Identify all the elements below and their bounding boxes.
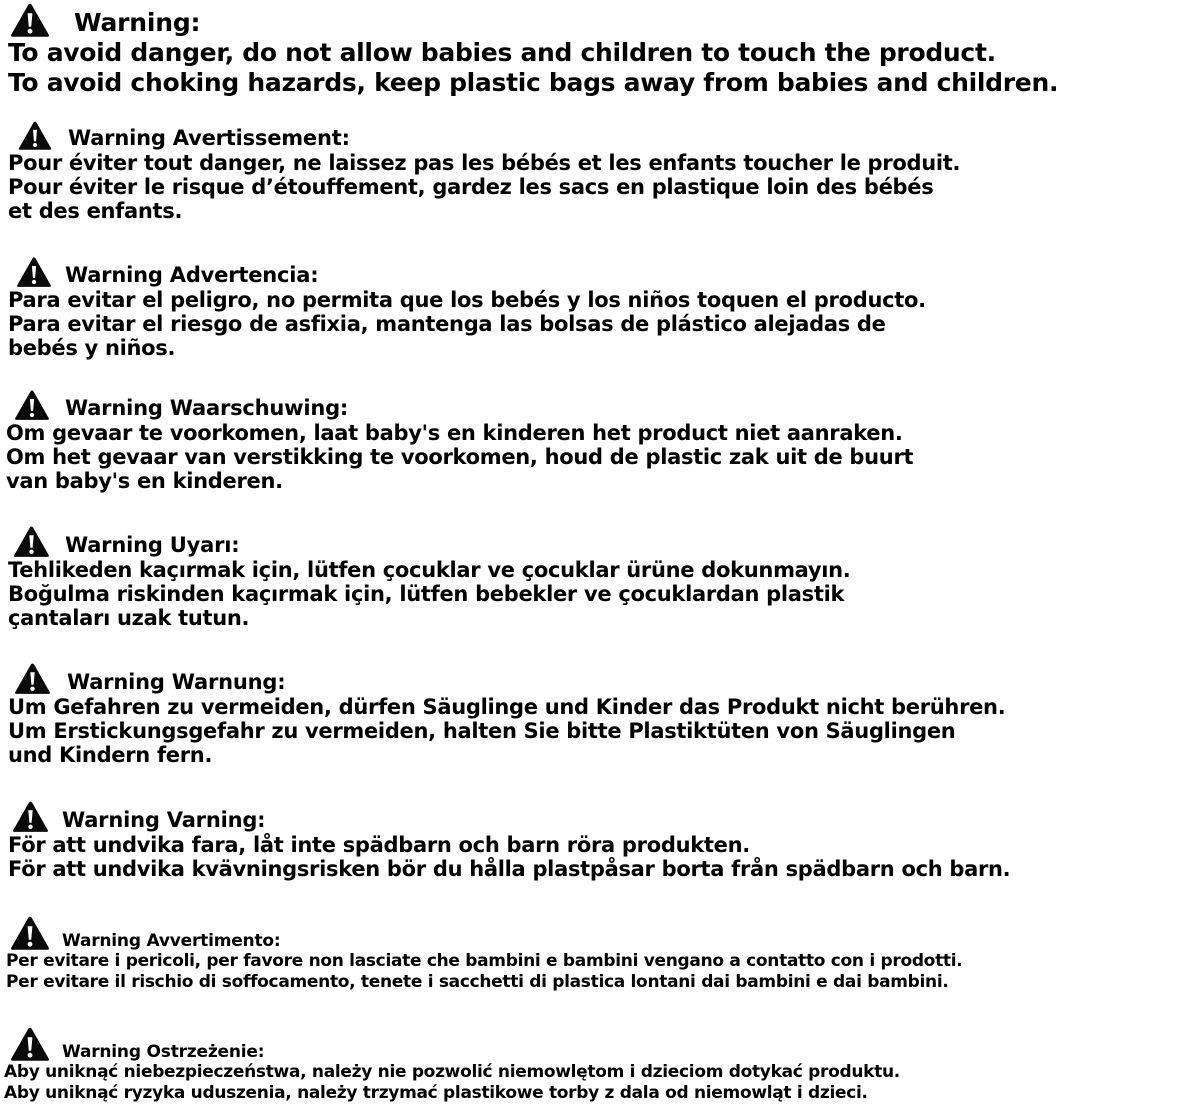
warning-section [0,800,1188,881]
warning-section [0,120,1188,223]
section-heading [0,389,1188,421]
warning-text-line: Pour éviter le risque d’étouffement, gardez les sacs en plastique loin des bébés [8,175,934,199]
warning-text-line: Om gevaar te voorkomen, laat baby's en kinderen het product niet aanraken. [6,421,903,445]
warning-section [0,915,1188,993]
warning-text-line: To avoid choking hazards, keep plastic bags away from babies and children. [8,68,1059,97]
warning-text-line: To avoid danger, do not allow babies and children to touch the product. [8,38,996,67]
warning-triangle-icon [10,2,50,38]
warning-section [0,1026,1188,1104]
warning-section [0,2,1188,98]
warning-text-line: çantaları uzak tutun. [8,606,250,630]
warning-heading: Warning Uyarı: [65,533,240,557]
warning-heading: Warning Varning: [62,808,266,832]
warning-triangle-icon [14,662,51,695]
warning-text-line: bebés y niños. [8,336,176,360]
warning-text-line: Tehlikeden kaçırmak için, lütfen çocuklar ve çocuklar ürüne dokunmayın. [8,558,851,582]
warning-section [0,662,1188,767]
section-heading [0,915,1188,951]
warning-heading: Warning Waarschuwing: [65,396,349,420]
warning-triangle-icon [14,389,50,421]
section-heading [0,256,1188,288]
warning-heading: Warning Avvertimento: [62,931,281,951]
warning-triangle-icon [16,256,52,288]
warning-text-line: Boğulma riskinden kaçırmak için, lütfen bebekler ve çocuklardan plastik [8,582,845,606]
warning-text-line: Per evitare i pericoli, per favore non lasciate che bambini e bambini vengano a contatto con i prodotti. [6,951,963,971]
section-heading [0,662,1188,695]
warning-text-line: Aby uniknąć ryzyka uduszenia, należy trzymać plastikowe torby z dala od niemowląt i dzieci. [4,1083,868,1103]
section-heading [0,120,1188,151]
warning-heading: Warning Advertencia: [65,263,319,287]
warning-triangle-icon [13,525,50,558]
warning-text-line: Um Erstickungsgefahr zu vermeiden, halten Sie bitte Plastiktüten von Säuglingen [8,719,956,743]
warning-triangle-icon [10,915,50,951]
warning-heading: Warning: [74,8,201,37]
warning-section [0,256,1188,360]
warning-section [0,525,1188,630]
warning-triangle-icon [10,1026,50,1062]
warning-heading: Warning Warnung: [67,670,286,694]
warning-triangle-icon [18,120,52,151]
section-heading [0,2,1188,38]
warning-text-line: Um Gefahren zu vermeiden, dürfen Säuglinge und Kinder das Produkt nicht berühren. [8,695,1006,719]
section-heading [0,1026,1188,1062]
warning-heading: Warning Ostrzeżenie: [62,1042,265,1062]
section-heading [0,525,1188,558]
warning-text-line: Para evitar el peligro, no permita que los bebés y los niños toquen el producto. [8,288,926,312]
warning-text-line: Aby uniknąć niebezpieczeństwa, należy nie pozwolić niemowlętom i dzieciom dotykać produktu. [4,1062,900,1082]
warning-text-line: Para evitar el riesgo de asfixia, mantenga las bolsas de plástico alejadas de [8,312,886,336]
warning-text-line: Om het gevaar van verstikking te voorkomen, houd de plastic zak uit de buurt [6,445,914,469]
warning-text-line: För att undvika kvävningsrisken bör du hålla plastpåsar borta från spädbarn och barn. [8,857,1011,881]
warning-text-line: et des enfants. [8,199,183,223]
warning-text-line: För att undvika fara, låt inte spädbarn och barn röra produkten. [8,833,750,857]
warning-text-line: Pour éviter tout danger, ne laissez pas les bébés et les enfants toucher le produit. [8,151,961,175]
warning-text-line: Per evitare il rischio di soffocamento, tenete i sacchetti di plastica lontani dai bambini e dai bambini. [6,972,949,992]
warning-text-line: und Kindern fern. [8,743,213,767]
warning-heading: Warning Avertissement: [68,126,350,150]
warning-section [0,389,1188,493]
section-heading [0,800,1188,833]
warning-text-line: van baby's en kinderen. [6,469,283,493]
warning-triangle-icon [12,800,49,833]
